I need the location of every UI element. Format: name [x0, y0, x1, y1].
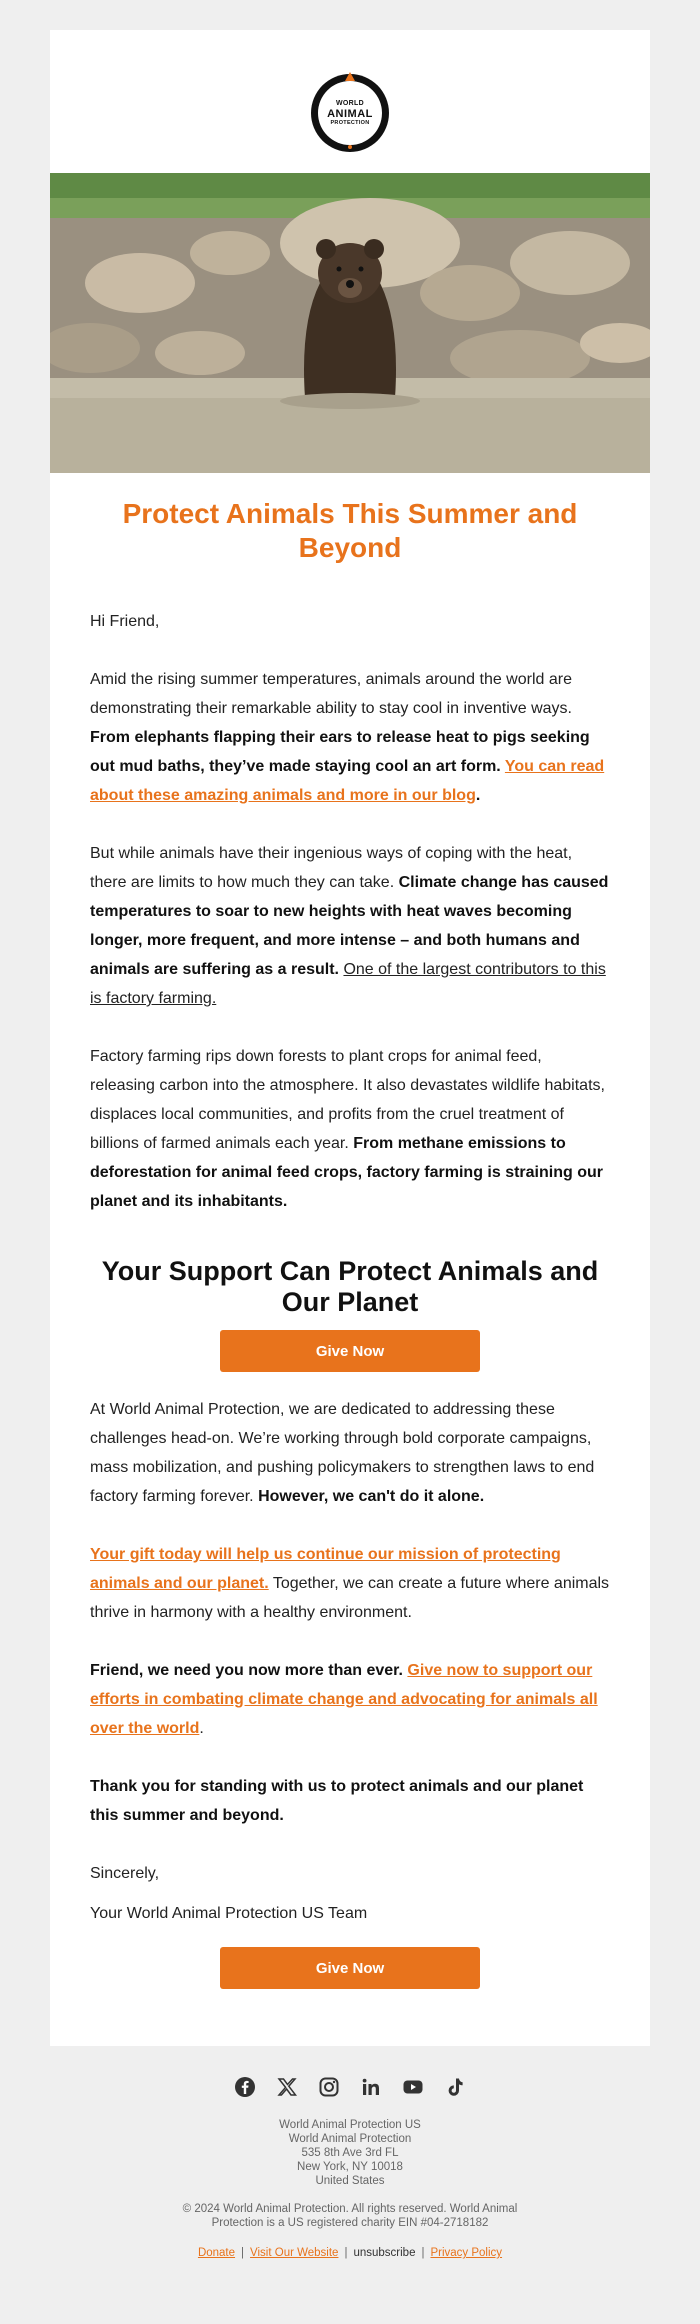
- facebook-icon[interactable]: [234, 2076, 256, 2098]
- privacy-policy-link[interactable]: Privacy Policy: [430, 2247, 503, 2259]
- youtube-icon[interactable]: [402, 2076, 424, 2098]
- copyright: © 2024 World Animal Protection. All rights reserved. World Animal Protection is a US registered charity EIN #04-2718182: [182, 2203, 518, 2229]
- instagram-icon[interactable]: [318, 2076, 340, 2098]
- email-title: Protect Animals This Summer and Beyond: [122, 498, 578, 563]
- signoff: Sincerely,: [90, 1865, 160, 1882]
- tiktok-icon[interactable]: [444, 2076, 466, 2098]
- give-now-support-link[interactable]: Give now to support our efforts in combating climate change and advocating for animals all over the world: [90, 1662, 598, 1737]
- email-card: [50, 30, 650, 2046]
- address-block: World Animal Protection US World Animal Protection 535 8th Ave 3rd FL New York, NY 10018 United States: [279, 2119, 421, 2187]
- paragraph-gift: Your gift today will help us continue our mission of protecting animals and our planet. Together, we can create a future where animals thrive in harmony with a healthy environment.: [90, 1546, 610, 1621]
- paragraph-intro: Amid the rising summer temperatures, animals around the world are demonstrating their remarkable ability to stay cool in inventive ways. From elephants flapping their ears to release heat to pigs seeking out mud baths, they’ve made staying cool an art form. You can read about these amazing animals and more in our blog.: [90, 671, 605, 804]
- paragraph-mission: At World Animal Protection, we are dedicated to addressing these challenges head-on. We’re working through bold corporate campaigns, mass mobilization, and pushing policymakers to strengthen laws to end factory farming forever. However, we can't do it alone.: [90, 1401, 595, 1505]
- gift-link[interactable]: Your gift today will help us continue our mission of protecting animals and our planet.: [90, 1546, 561, 1592]
- logo-text-animal: ANIMAL: [327, 107, 373, 120]
- give-now-button-top[interactable]: Give Now: [220, 1330, 480, 1372]
- social-links: [0, 2076, 700, 2098]
- blog-link[interactable]: You can read about these amazing animals and more in our blog: [90, 758, 605, 804]
- logo-triangle-icon: [345, 72, 355, 81]
- unsubscribe-link[interactable]: unsubscribe: [353, 2247, 416, 2259]
- factory-farming-link[interactable]: One of the largest contributors to this is factory farming.: [90, 961, 606, 1007]
- greeting: Hi Friend,: [90, 613, 160, 630]
- paragraph-thanks: Thank you for standing with us to protect animals and our planet this summer and beyond.: [90, 1778, 584, 1824]
- paragraph-climate: But while animals have their ingenious ways of coping with the heat, there are limits to how much they can take. Climate change has caused temperatures to soar to new heights with heat waves becoming longer, more frequent, and more intense – and both humans and animals are suffering as a result. One of the largest contributors to this is factory farming.: [90, 845, 609, 1007]
- x-icon[interactable]: [276, 2076, 298, 2098]
- logo-text-world: WORLD: [336, 99, 364, 107]
- signature: Your World Animal Protection US Team: [90, 1905, 368, 1922]
- give-now-button-bottom[interactable]: Give Now: [220, 1947, 480, 1989]
- hero-bear-image: [50, 173, 650, 473]
- paragraph-factory-farming: Factory farming rips down forests to plant crops for animal feed, releasing carbon into the atmosphere. It also devastates wildlife habitats, displaces local communities, and profits from the cruel treatment of billions of farmed animals each year. From methane emissions to deforestation for animal feed crops, factory farming is straining our planet and its inhabitants.: [90, 1048, 605, 1210]
- support-heading: Your Support Can Protect Animals and Our Planet: [101, 1256, 599, 1317]
- logo-dot-icon: [348, 145, 352, 149]
- world-animal-protection-logo[interactable]: [311, 74, 389, 152]
- donate-link[interactable]: Donate: [197, 2247, 236, 2259]
- footer: [0, 2076, 700, 2260]
- linkedin-icon[interactable]: [360, 2076, 382, 2098]
- visit-website-link[interactable]: Visit Our Website: [250, 2247, 339, 2259]
- paragraph-need: Friend, we need you now more than ever. Give now to support our efforts in combating climate change and advocating for animals all over the world.: [90, 1662, 598, 1737]
- footer-links: Donate | Visit Our Website | unsubscribe | Privacy Policy: [197, 2247, 503, 2259]
- logo-text-protection: PROTECTION: [330, 119, 370, 126]
- header: [50, 30, 650, 173]
